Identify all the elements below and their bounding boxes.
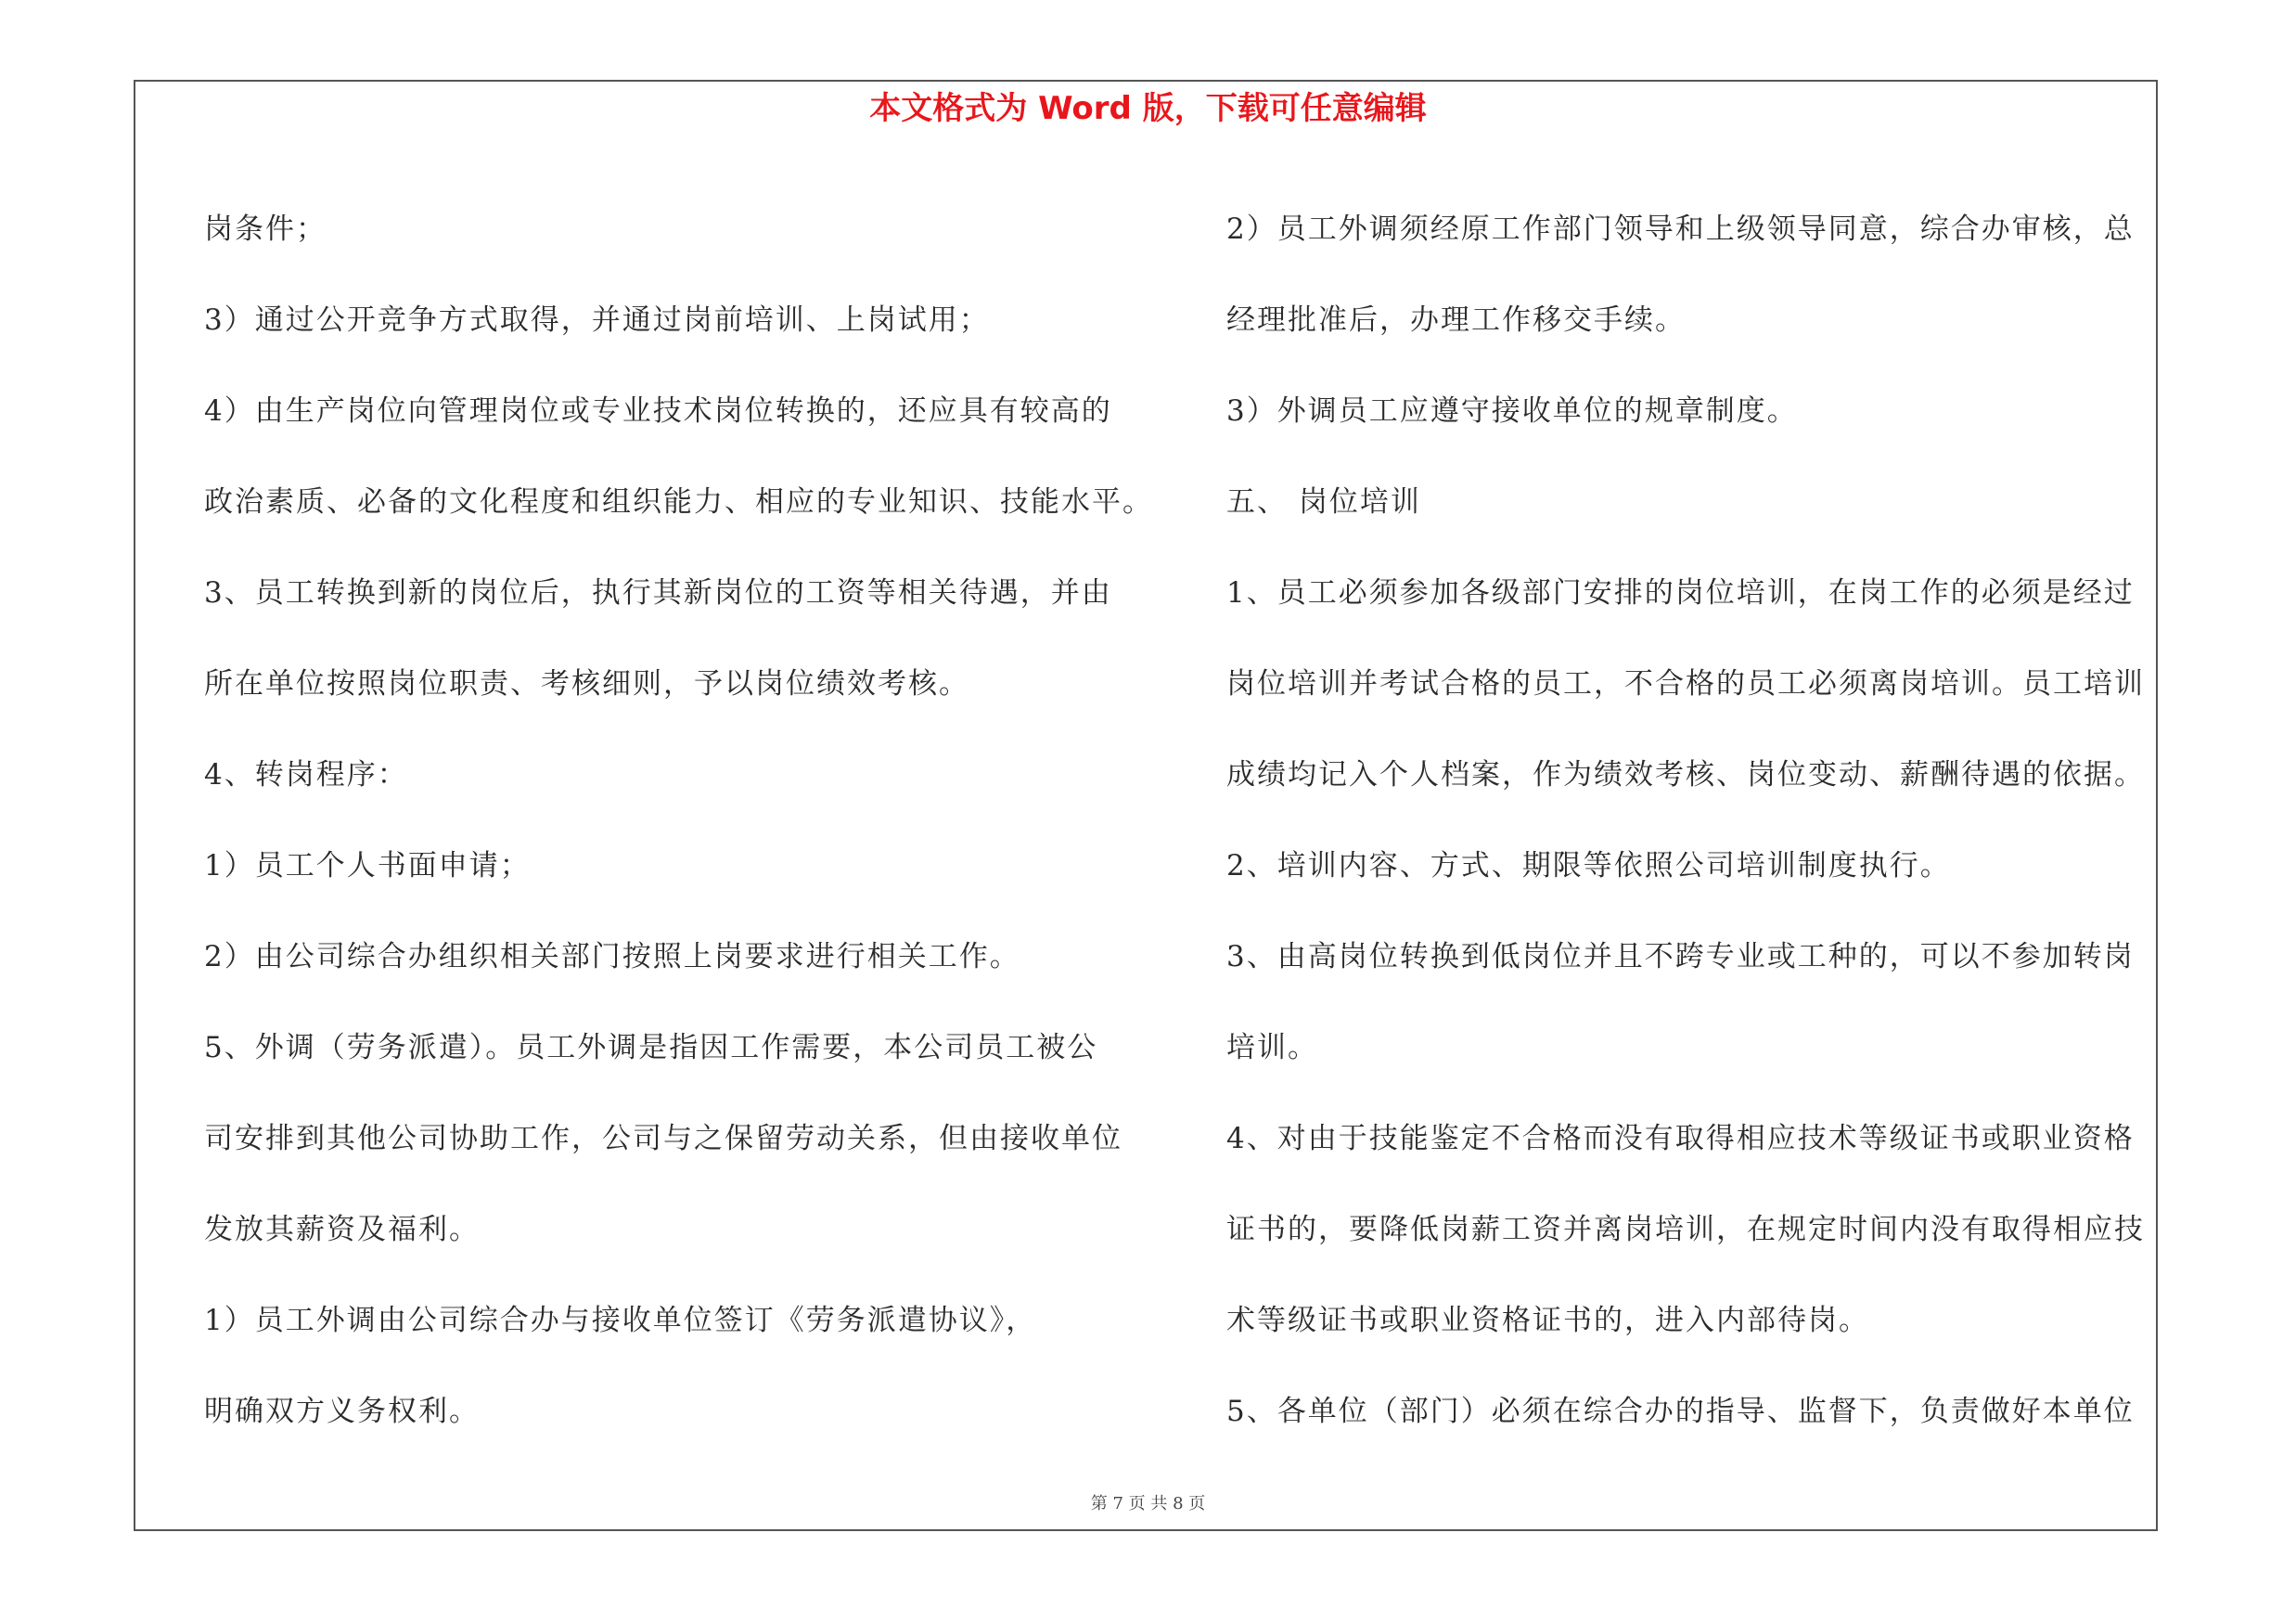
text-line: 4、转岗程序： <box>204 758 408 792</box>
text-line: 政治素质、必备的文化程度和组织能力、相应的专业知识、技能水平。 <box>204 485 1153 519</box>
text-line: 岗条件； <box>204 213 327 246</box>
page-number: 第 7 页 共 8 页 <box>1090 1494 1206 1514</box>
text-line: 术等级证书或职业资格证书的，进入内部待岗。 <box>1226 1304 1869 1337</box>
text-line: 2、培训内容、方式、期限等依照公司培训制度执行。 <box>1226 849 1951 882</box>
text-line: 1）员工个人书面申请； <box>204 849 531 882</box>
text-line: 培训。 <box>1226 1031 1318 1064</box>
text-line: 经理批准后，办理工作移交手续。 <box>1226 303 1686 337</box>
text-line: 3、由高岗位转换到低岗位并且不跨专业或工种的，可以不参加转岗 <box>1226 940 2135 973</box>
text-line: 司安排到其他公司协助工作，公司与之保留劳动关系，但由接收单位 <box>204 1122 1122 1155</box>
text-line: 4、对由于技能鉴定不合格而没有取得相应技术等级证书或职业资格 <box>1226 1122 2135 1155</box>
text-line: 发放其薪资及福利。 <box>204 1213 480 1246</box>
text-line: 成绩均记入个人档案，作为绩效考核、岗位变动、薪酬待遇的依据。 <box>1226 758 2145 792</box>
format-banner: 本文格式为 Word 版，下载可任意编辑 <box>869 90 1427 127</box>
text-line: 3、员工转换到新的岗位后，执行其新岗位的工资等相关待遇，并由 <box>204 576 1112 610</box>
text-line: 2）员工外调须经原工作部门领导和上级领导同意，综合办审核，总 <box>1226 213 2135 246</box>
section-heading: 五、 岗位培训 <box>1226 485 1421 519</box>
left-column <box>204 184 1153 1457</box>
text-line: 3）通过公开竞争方式取得，并通过岗前培训、上岗试用； <box>204 303 990 337</box>
text-line: 5、外调（劳务派遣）。员工外调是指因工作需要，本公司员工被公 <box>204 1031 1098 1064</box>
text-line: 2）由公司综合办组织相关部门按照上岗要求进行相关工作。 <box>204 940 1020 973</box>
text-line: 5、各单位（部门）必须在综合办的指导、监督下，负责做好本单位 <box>1226 1395 2135 1428</box>
text-line: 1）员工外调由公司综合办与接收单位签订《劳务派遣协议》， <box>204 1304 1037 1337</box>
text-line: 明确双方义务权利。 <box>204 1395 480 1428</box>
text-line: 所在单位按照岗位职责、考核细则，予以岗位绩效考核。 <box>204 667 969 701</box>
text-line: 证书的，要降低岗薪工资并离岗培训，在规定时间内没有取得相应技 <box>1226 1213 2145 1246</box>
text-line: 1、员工必须参加各级部门安排的岗位培训，在岗工作的必须是经过 <box>1226 576 2135 610</box>
text-line: 4）由生产岗位向管理岗位或专业技术岗位转换的，还应具有较高的 <box>204 394 1112 428</box>
right-column <box>1226 184 2163 1457</box>
text-line: 3）外调员工应遵守接收单位的规章制度。 <box>1226 394 1798 428</box>
text-line: 岗位培训并考试合格的员工，不合格的员工必须离岗培训。员工培训 <box>1226 667 2145 701</box>
